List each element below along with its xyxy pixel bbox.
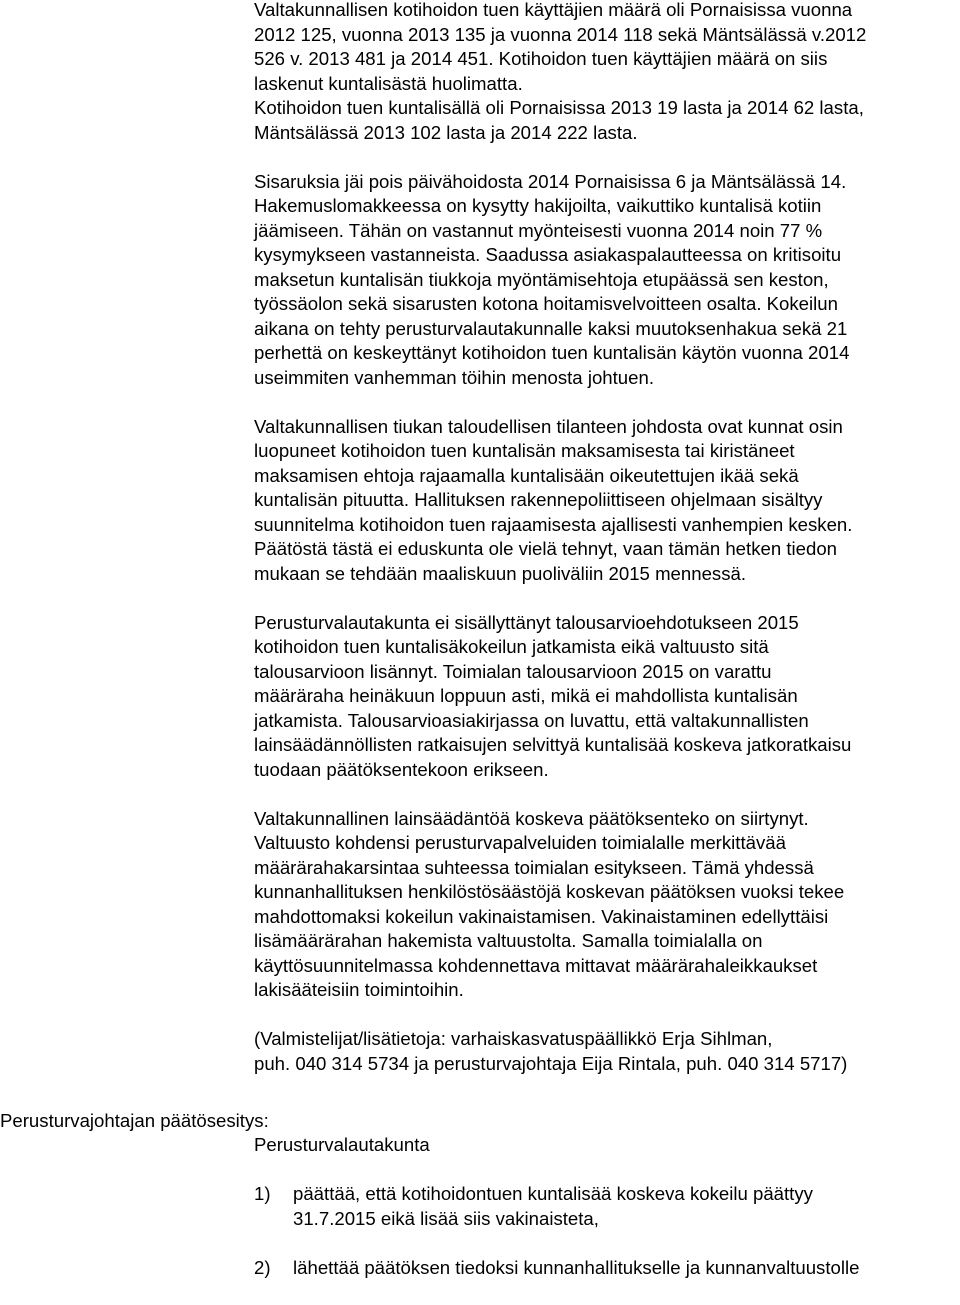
paragraph-siblings-feedback bbox=[254, 170, 954, 391]
text-line: Valtakunnallinen lainsäädäntöä koskeva päätöksenteko on siirtynyt. bbox=[254, 807, 809, 829]
text-line: perhettä on keskeyttänyt kotihoidon tuen kuntalisän käytön vuonna 2014 bbox=[254, 342, 850, 363]
text-line: määrärahakarsintaa suhteessa toimialan esitykseen. Tämä yhdessä bbox=[254, 856, 814, 878]
paragraph-legislation bbox=[254, 807, 954, 1003]
text-line: Kotihoidon tuen kuntalisällä oli Pornaisissa 2013 19 lasta ja 2014 62 lasta, bbox=[254, 97, 864, 118]
text-line: (Valmistelijat/lisätietoja: varhaiskasvatuspäällikkö Erja Sihlman, bbox=[254, 1028, 773, 1049]
text-line: Valtuusto kohdensi perusturvapalveluiden toimialalle merkittävää bbox=[254, 832, 786, 853]
text-line: lähettää päätöksen tiedoksi kunnanhallitukselle ja kunnanvaltuustolle bbox=[293, 1256, 860, 1278]
text-line: talousarvioon lisännyt. Toimialan talousarvioon 2015 on varattu bbox=[254, 660, 772, 682]
list-item-number: 2) bbox=[254, 1256, 271, 1278]
text-line: lisämäärärahan hakemista valtuustolta. Samalla toimialalla on bbox=[254, 930, 763, 951]
text-line: lainsäädännöllisten ratkaisujen selvittyä kuntalisää koskeva jatkoratkaisu bbox=[254, 734, 852, 755]
text-line: tuodaan päätöksentekoon erikseen. bbox=[254, 758, 549, 780]
text-line: jäämiseen. Tähän on vastannut myönteisesti vuonna 2014 noin 77 % bbox=[254, 219, 823, 241]
proposal-label: Perusturvajohtajan päätösesitys: bbox=[0, 1110, 269, 1131]
list-item bbox=[254, 1256, 954, 1281]
text-line: Päätöstä tästä ei eduskunta ole vielä tehnyt, vaan tämän hetken tiedon bbox=[254, 538, 837, 559]
text-line: Hakemuslomakkeessa on kysytty hakijoilta, vaikuttiko kuntalisä kotiin bbox=[254, 195, 822, 216]
paragraph-contact-info bbox=[254, 1027, 954, 1076]
paragraph-national-situation bbox=[254, 415, 954, 587]
text-line: 2012 125, vuonna 2013 135 ja vuonna 2014 118 sekä Mäntsälässä v.2012 bbox=[254, 23, 867, 45]
text-line: päättää, että kotihoidontuen kuntalisää koskeva kokeilu päättyy bbox=[293, 1183, 813, 1204]
text-line: työssäolon sekä sisarusten kotona hoitamisvelvoitteen osalta. Kokeilun bbox=[254, 293, 838, 314]
text-line: jatkamista. Talousarvioasiakirjassa on luvattu, että valtakunnallisten bbox=[254, 709, 809, 731]
proposal-body: Perusturvalautakunta bbox=[254, 1134, 430, 1155]
text-line: aikana on tehty perusturvalautakunnalle kaksi muutoksenhakua sekä 21 bbox=[254, 317, 848, 339]
text-line: useimmiten vanhemman töihin menosta johtuen. bbox=[254, 366, 654, 388]
document-body bbox=[254, 0, 954, 1076]
text-line: kunnanhallituksen henkilöstösäästöjä koskevan päätöksen vuoksi tekee bbox=[254, 881, 845, 902]
text-line: lakisääteisiin toimintoihin. bbox=[254, 979, 464, 1000]
text-line: luopuneet kotihoidon tuen kuntalisän maksamisesta tai kiristäneet bbox=[254, 440, 795, 461]
paragraph-user-statistics bbox=[254, 0, 954, 145]
text-line: kotihoidon tuen kuntalisäkokeilun jatkamista eikä valtuusto sitä bbox=[254, 636, 769, 657]
text-line: Valtakunnallisen tiukan taloudellisen tilanteen johdosta ovat kunnat osin bbox=[254, 415, 843, 437]
text-line: käyttösuunnitelmassa kohdennettava mittavat määrärahaleikkaukset bbox=[254, 954, 818, 976]
text-line: Valtakunnallisen kotihoidon tuen käyttäjien määrä oli Pornaisissa vuonna bbox=[254, 0, 853, 20]
text-line: Perusturvalautakunta ei sisällyttänyt talousarvioehdotukseen 2015 bbox=[254, 611, 799, 633]
text-line: Mäntsälässä 2013 102 lasta ja 2014 222 lasta. bbox=[254, 121, 638, 143]
text-line: Sisaruksia jäi pois päivähoidosta 2014 Pornaisissa 6 ja Mäntsälässä 14. bbox=[254, 170, 847, 192]
text-line: suunnitelma kotihoidon tuen rajaamisesta ajallisesti vanhempien kesken. bbox=[254, 513, 853, 535]
text-line: mahdottomaksi kokeilun vakinaistamisen. Vakinaistaminen edellyttäisi bbox=[254, 905, 829, 927]
proposal-items bbox=[254, 1182, 954, 1305]
text-line: laskenut kuntalisästä huolimatta. bbox=[254, 72, 523, 94]
text-line: maksamisen ehtoja rajaamalla kuntalisään oikeutettujen ikää sekä bbox=[254, 464, 799, 486]
text-line: kuntalisän pituutta. Hallituksen rakennepoliittiseen ohjelmaan sisältyy bbox=[254, 489, 823, 510]
list-item bbox=[254, 1182, 954, 1231]
text-line: 31.7.2015 eikä lisää siis vakinaisteta, bbox=[293, 1207, 599, 1229]
list-item-number: 1) bbox=[254, 1183, 271, 1204]
text-line: 526 v. 2013 481 ja 2014 451. Kotihoidon tuen käyttäjien määrä on siis bbox=[254, 48, 828, 69]
text-line: määräraha heinäkuun loppuun asti, mikä ei mahdollista kuntalisän bbox=[254, 685, 798, 706]
paragraph-budget bbox=[254, 611, 954, 783]
text-line: kysymykseen vastanneista. Saadussa asiakaspalautteessa on kritisoitu bbox=[254, 244, 842, 265]
text-line: puh. 040 314 5734 ja perusturvajohtaja Eija Rintala, puh. 040 314 5717) bbox=[254, 1052, 848, 1074]
text-line: maksetun kuntalisän tiukkoja myöntämisehtoja etupäässä sen keston, bbox=[254, 268, 829, 290]
text-line: mukaan se tehdään maaliskuun puoliväliin 2015 mennessä. bbox=[254, 562, 747, 584]
